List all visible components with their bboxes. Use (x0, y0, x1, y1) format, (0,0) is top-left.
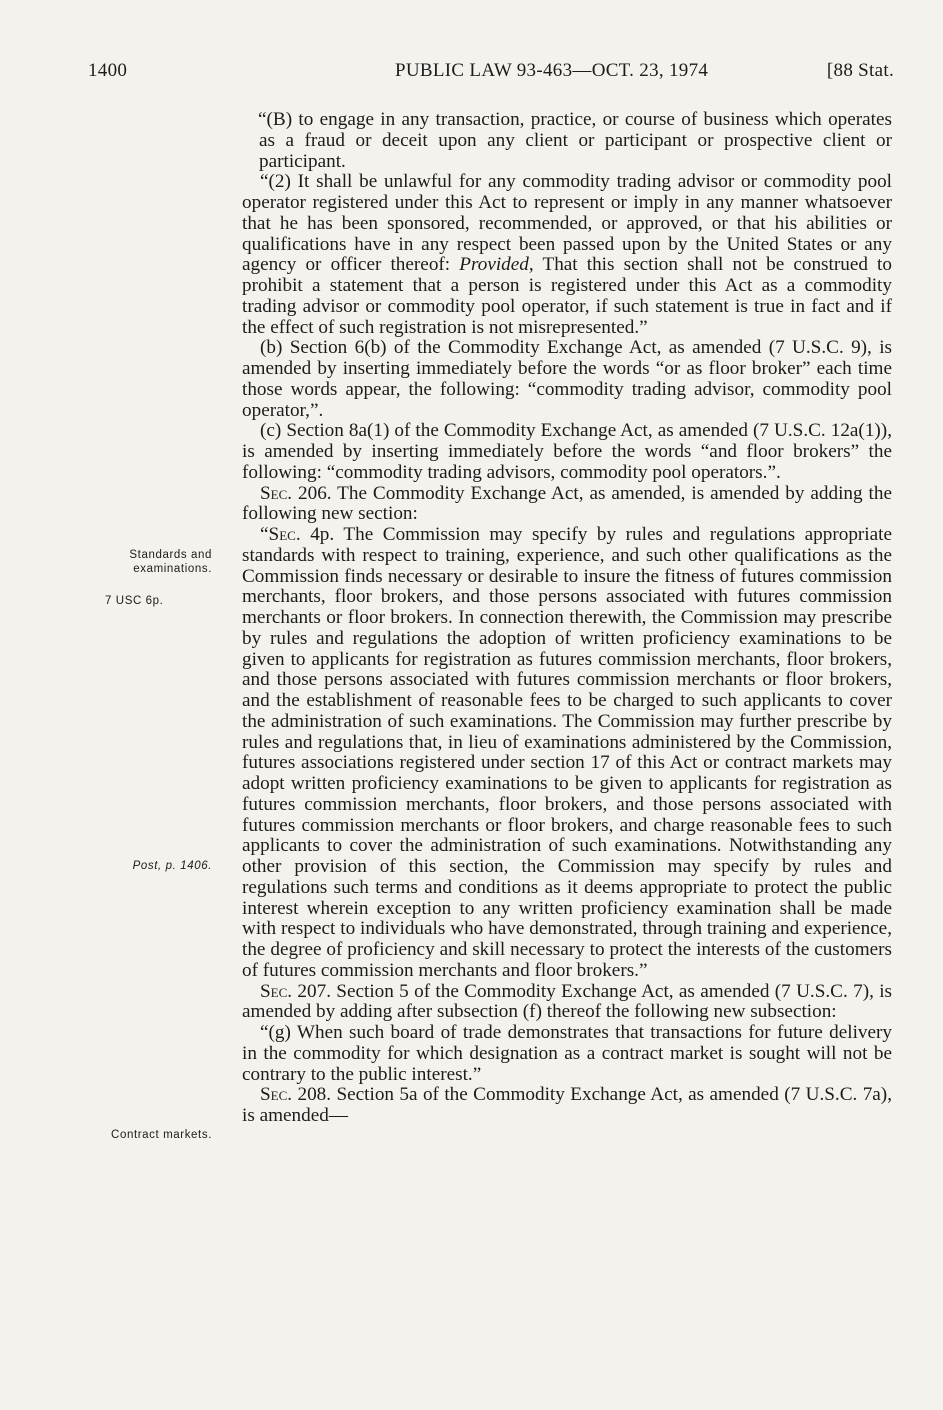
paragraph-sec-208 (242, 1085, 892, 1127)
paragraph-sec-207 (242, 982, 892, 1024)
statute-reference: [88 Stat. (826, 60, 894, 81)
document-body (242, 110, 892, 1127)
paragraph-2 (242, 172, 892, 338)
sec-label-207: Sec. (260, 980, 293, 1002)
paragraph-sec-206-text: 206. The Commodity Exchange Act, as amended, is amended by adding the following new section: (242, 482, 892, 525)
paragraph-sec-207-text: 207. Section 5 of the Commodity Exchange Act, as amended (7 U.S.C. 7), is amended by adding after subsection (f) thereof the following new subsection: (242, 980, 892, 1023)
margin-note-usc: 7 USC 6p. (105, 595, 164, 607)
paragraph-g (242, 1023, 892, 1085)
paragraph-sec-4p (242, 525, 892, 982)
page-number: 1400 (88, 60, 128, 81)
sec-label-206: Sec. (260, 482, 293, 504)
paragraph-g-text: “(g) When such board of trade demonstrates that transactions for future delivery in the commodity for which designation as a contract market is sought will not be contrary to the public interest.” (242, 1022, 892, 1085)
paragraph-b-text: “(B) to engage in any transaction, practice, or course of business which operates as a fraud or deceit upon any client or participant or prospective client or participant. (258, 109, 892, 172)
paragraph-section-c (242, 421, 892, 483)
paragraph-section-b (242, 338, 892, 421)
paragraph-b (242, 110, 892, 172)
open-quote: “ (260, 524, 269, 545)
sec-label-4p: Sec. (268, 524, 301, 545)
paragraph-section-c-text: (c) Section 8a(1) of the Commodity Exchange Act, as amended (7 U.S.C. 12a(1)), is amended by inserting immediately before the words “and floor brokers” the following: “commodity trading advisors, commodity pool operators.”. (242, 420, 892, 483)
margin-note-contract: Contract markets. (111, 1129, 212, 1141)
margin-note-post-text: Post, p. 1406. (132, 860, 212, 872)
margin-note-standards: Standards and examinations. (129, 549, 212, 575)
paragraph-sec-206 (242, 484, 892, 526)
margin-note-post (86, 859, 212, 873)
provided-italic: Provided (459, 254, 529, 276)
running-header (88, 60, 894, 86)
paragraph-2-text-a: “(2) It shall be unlawful for any commodity trading advisor or commodity pool operator registered under this Act to represent or imply in any manner whatsoever that he has been sponsored, recommended, or approved, or that his abilities or qualifications have in any respect been passed upon by the United States or any agency or officer thereof: (242, 171, 892, 276)
paragraph-2-text-b: , That this section shall not be construed to prohibit a statement that a person is registered under this Act as a commodity trading advisor or commodity pool operator, if such statement is true in fact and if the effect of such registration is not misrepresented.” (242, 254, 892, 338)
paragraph-sec-208-text: 208. Section 5a of the Commodity Exchange Act, as amended (7 U.S.C. 7a), is amended— (242, 1084, 892, 1126)
page-title: PUBLIC LAW 93-463—OCT. 23, 1974 (395, 60, 709, 81)
sec-label-208: Sec. (260, 1084, 293, 1106)
paragraph-section-b-text: (b) Section 6(b) of the Commodity Exchange Act, as amended (7 U.S.C. 9), is amended by inserting immediately before the words “or as floor broker” each time those words appear, the following: “commodity trading advisor, commodity pool operator,”. (242, 337, 892, 421)
paragraph-sec-4p-text: 4p. The Commission may specify by rules and regulations appropriate standards with respect to training, experience, and such other qualifications as the Commission finds necessary or desirable to insure the fitness of futures commission merchants, floor brokers, and those persons associated with futures commission merchants or floor brokers. In connection therewith, the Commission may prescribe by rules and regulations the adoption of written proficiency examinations to be given to applicants for registration as futures commission merchants, floor brokers, and those persons associated with futures commission merchants or floor brokers, and the establishment of reasonable fees to be charged to such applicants to cover the administration of such examinations. The Commission may further prescribe by rules and regulations that, in lieu of examinations administered by the Commission, futures associations registered under section 17 of this Act or contract markets may adopt written proficiency examinations to be given to applicants for registration as futures commission merchants, floor brokers, and those persons associated with futures commission merchants or floor brokers, and charge reasonable fees to such applicants to cover the administration of such examinations. Notwithstanding any other provision of this section, the Commission may specify by rules and regulations such terms and conditions as it deems appropriate to protect the public interest wherein exception to any written proficiency examination shall be made with respect to individuals who have demonstrated, through training and experience, the degree of proficiency and skill necessary to protect the interests of the customers of futures commission merchants and floor brokers.” (242, 524, 892, 981)
